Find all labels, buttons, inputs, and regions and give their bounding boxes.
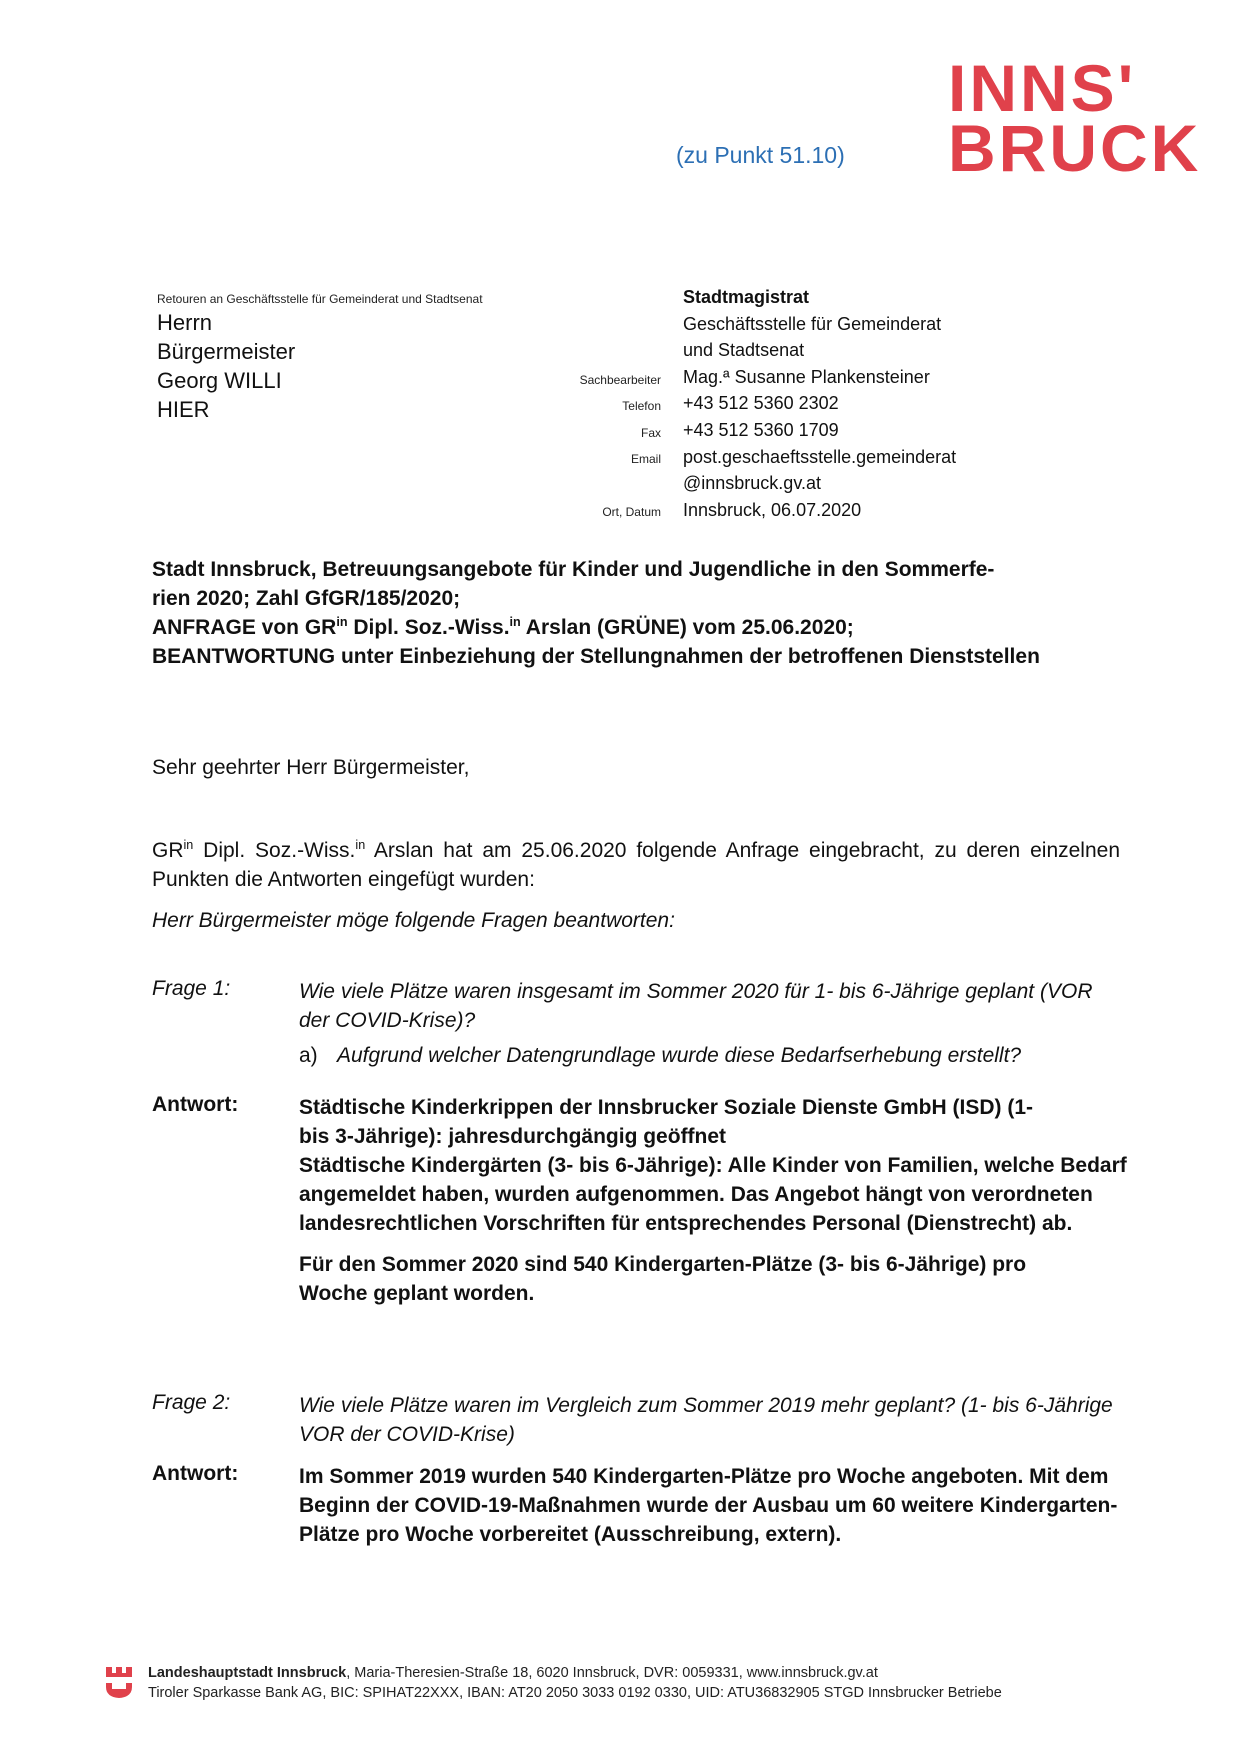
footer-line-1 <box>148 1663 1002 1683</box>
address-line: Herrn <box>157 310 213 335</box>
footer-line-2: Tiroler Sparkasse Bank AG, BIC: SPIHAT22XXX, IBAN: AT20 2050 3033 0192 0330, UID: ATU36832905 STGD Innsbrucker Betriebe <box>148 1685 1002 1701</box>
email-value: post.geschaeftsstelle.gemeinderat <box>683 446 957 467</box>
logo-line-2: BRUCK <box>948 111 1202 185</box>
office-line-3: und Stadtsenat <box>683 340 805 361</box>
logo-line-1: INNS' <box>948 51 1137 125</box>
answer-2-text: Im Sommer 2019 wurden 540 Kindergarten-Plätze pro Woche angeboten. Mit dem Beginn der COVID-19-Maßnahmen wurde der Ausbau um 60 weitere Kindergarten-Plätze pro Woche vorbereitet (Ausschreibung, extern). <box>299 1465 1118 1546</box>
reference-label: (zu Punkt 51.10) <box>676 142 845 168</box>
telefon-value: +43 512 5360 2302 <box>683 393 839 414</box>
address-line: Bürgermeister <box>157 339 296 364</box>
fax-value: +43 512 5360 1709 <box>683 419 839 440</box>
ort-value: Innsbruck, 06.07.2020 <box>683 499 862 520</box>
intro-paragraph <box>152 836 1120 894</box>
email-label: Email <box>630 452 661 466</box>
question-1-text: Wie viele Plätze waren insgesamt im Sommer 2020 für 1- bis 6-Jährige geplant (VOR der COVID-Krise)? <box>299 980 1093 1032</box>
subject-text: Arslan (GRÜNE) vom 25.06.2020; <box>520 616 854 639</box>
answer-paragraph: Für den Sommer 2020 sind 540 Kindergarten-Plätze (3- bis 6-Jährige) pro Woche geplant worden. <box>299 1253 1027 1305</box>
footer-address: , Maria-Theresien-Straße 18, 6020 Innsbruck, DVR: 0059331, www.innsbruck.gv.at <box>346 1665 878 1681</box>
answer-paragraph: Städtische Kindergärten (3- bis 6-Jährige): Alle Kinder von Familien, welche Bedarf angemeldet haben, wurden aufgenommen. Das Angebot hängt von verordneten landesrechtlichen Vorschriften für entsprechendes Personal (Dienstrecht) ab. <box>299 1154 1127 1235</box>
answer-1-text <box>299 1093 1129 1308</box>
info-values <box>683 284 956 523</box>
question-2-label: Frage 2: <box>152 1391 231 1414</box>
fax-label: Fax <box>640 426 661 440</box>
superscript: in <box>183 838 194 852</box>
address-line: Georg WILLI <box>157 368 282 393</box>
question-1-label: Frage 1: <box>152 977 231 1000</box>
subject <box>152 555 1112 671</box>
subject-text: Dipl. Soz.-Wiss. <box>347 616 510 639</box>
subject-line <box>152 613 1112 642</box>
subject-line: rien 2020; Zahl GfGR/185/2020; <box>152 587 461 610</box>
footer-org: Landeshauptstadt Innsbruck <box>148 1665 347 1681</box>
answer-1-label: Antwort: <box>152 1093 239 1116</box>
intro-text: Dipl. Soz.-Wiss. <box>193 839 356 862</box>
subject-line: Stadt Innsbruck, Betreuungsangebote für Kinder und Jugendliche in den Sommerfe- <box>152 558 995 581</box>
ort-label: Ort, Datum <box>602 505 661 519</box>
address-line: HIER <box>157 397 210 422</box>
sub-text: Aufgrund welcher Datengrundlage wurde diese Bedarfserhebung erstellt? <box>337 1044 1022 1067</box>
intro-text: Arslan hat am 25.06.2020 folgende Anfrage eingebracht, zu deren einzelnen Punkten die Antworten eingefügt wurden: <box>152 839 1120 891</box>
sachbearbeiter-label: Sachbearbeiter <box>579 373 661 387</box>
office-line-2: Geschäftsstelle für Gemeinderat <box>683 313 942 334</box>
greeting: Sehr geehrter Herr Bürgermeister, <box>152 756 470 779</box>
answer-2-label: Antwort: <box>152 1462 239 1485</box>
superscript: in <box>355 838 366 852</box>
city-coat-icon <box>104 1665 134 1699</box>
superscript: in <box>336 615 348 629</box>
footer <box>148 1663 1002 1703</box>
return-address: Retouren an Geschäftsstelle für Gemeinderat und Stadtsenat <box>157 292 483 306</box>
subject-line: BEANTWORTUNG unter Einbeziehung der Stellungnahmen der betroffenen Dienststellen <box>152 645 1040 668</box>
answer-paragraph: Städtische Kinderkrippen der Innsbrucker Soziale Dienste GmbH (ISD) (1- bis 3-Jährige): jahresdurchgängig geöffnet <box>299 1096 1033 1148</box>
sub-letter: a) <box>299 1044 318 1067</box>
recipient-address <box>157 308 295 424</box>
superscript: in <box>509 615 521 629</box>
telefon-label: Telefon <box>622 399 661 413</box>
email-value-2: @innsbruck.gv.at <box>683 473 821 494</box>
subject-text: ANFRAGE von GR <box>152 616 337 639</box>
question-1-subquestion <box>299 1044 1021 1068</box>
instruction-note: Herr Bürgermeister möge folgende Fragen beantworten: <box>152 909 675 932</box>
sachbearbeiter-value: Mag.ª Susanne Plankensteiner <box>683 366 930 387</box>
intro-text: GR <box>152 839 184 862</box>
innsbruck-logo <box>948 51 1202 185</box>
office-name: Stadtmagistrat <box>683 287 810 307</box>
question-2-text: Wie viele Plätze waren im Vergleich zum Sommer 2019 mehr geplant? (1- bis 6-Jährige VOR der COVID-Krise) <box>299 1394 1113 1446</box>
